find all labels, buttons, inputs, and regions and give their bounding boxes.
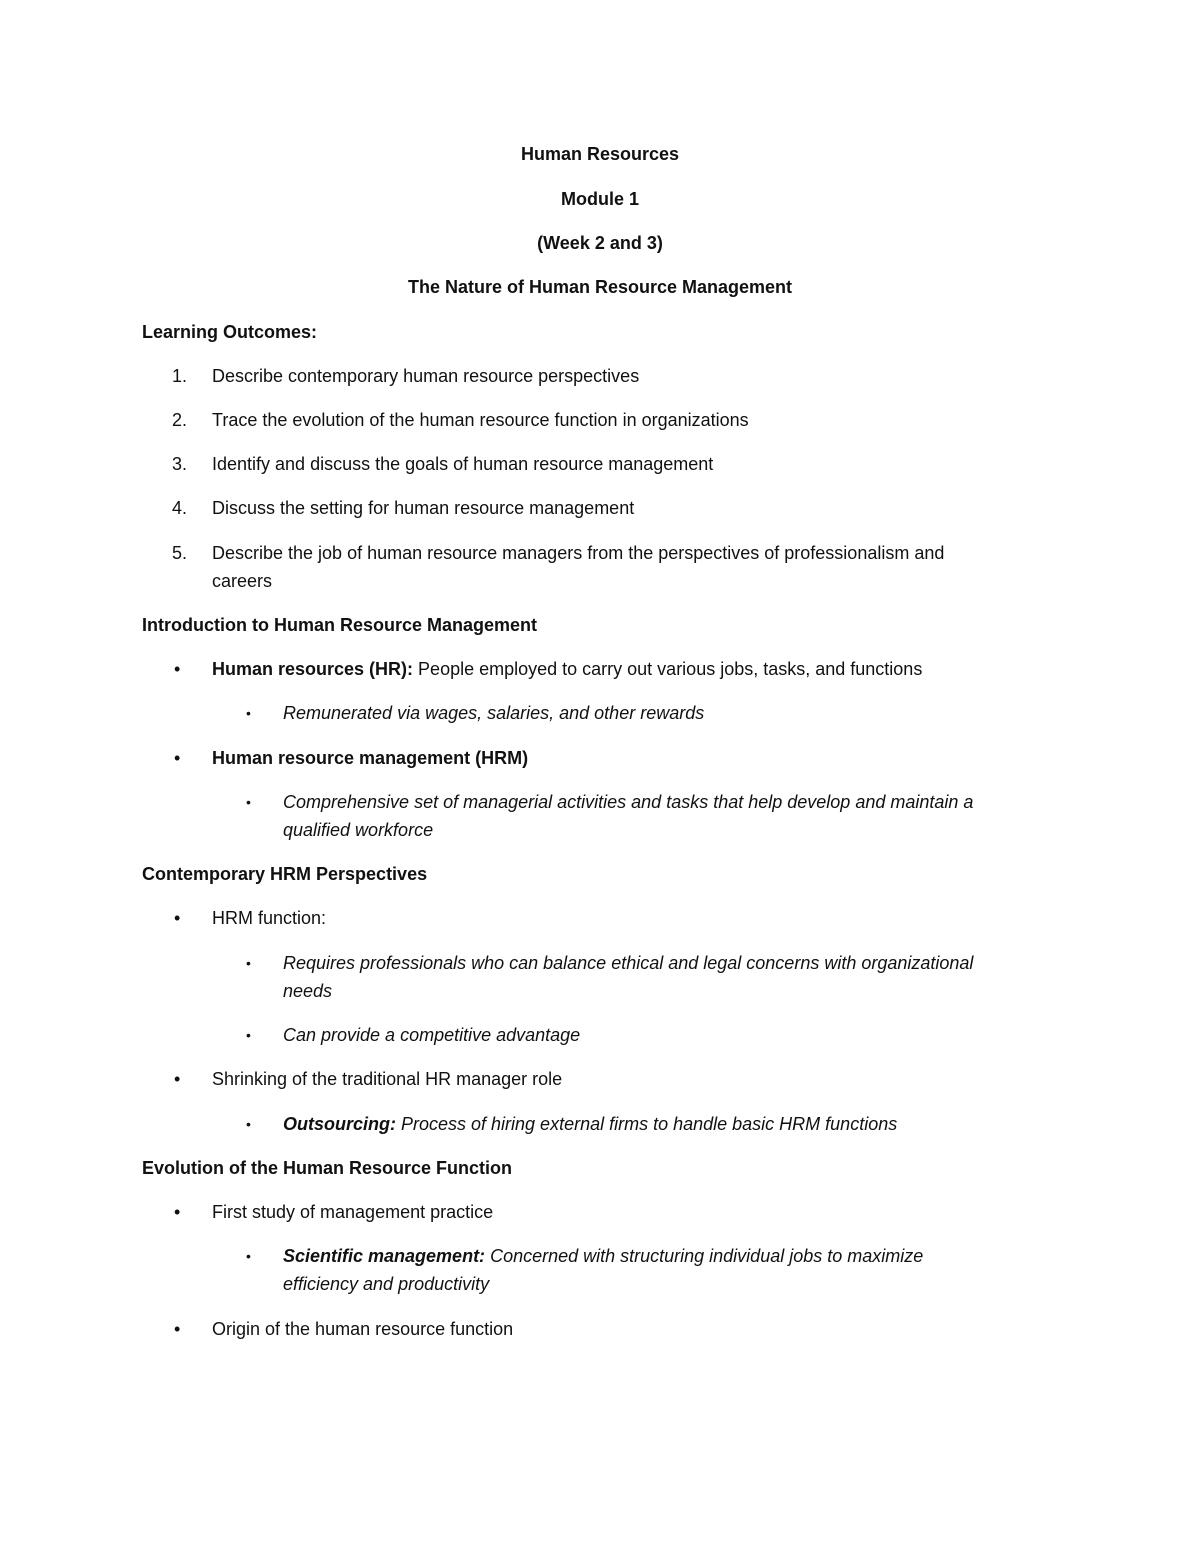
learning-outcomes-heading: Learning Outcomes: [142,322,318,342]
outcome-number: 1. [172,366,188,386]
term-definition: Concerned with structuring individual jobs to maximize [485,1246,924,1266]
outcome-text-continued: careers [212,571,273,591]
bullet-icon: • [246,1027,251,1043]
bullet-icon: • [246,1116,251,1132]
list-item: Origin of the human resource function [212,1319,514,1339]
module-label: Module 1 [560,189,639,209]
bullet-icon: • [174,748,181,768]
outcome-number: 4. [172,498,188,518]
term-definition: Process of hiring external firms to handle basic HRM functions [396,1114,898,1134]
list-item: HRM function: [212,908,327,928]
bullet-icon: • [246,1248,251,1264]
sub-list-item [283,1244,923,1268]
sub-list-item: Requires professionals who can balance ethical and legal concerns with organizational [283,953,974,973]
outcome-number: 2. [172,410,188,430]
contemporary-heading: Contemporary HRM Perspectives [142,864,428,884]
outcome-text: Describe contemporary human resource perspectives [212,366,640,386]
sub-list-item-continued: needs [283,981,333,1001]
outcome-text: Discuss the setting for human resource management [212,498,635,518]
intro-heading: Introduction to Human Resource Management [142,615,538,635]
outcome-number: 3. [172,454,188,474]
term-label: Human resources (HR): [212,659,414,679]
term-label: Outsourcing: [283,1114,396,1134]
list-item [212,657,922,681]
sub-list-item: Can provide a competitive advantage [283,1025,581,1045]
bullet-icon: • [174,1069,181,1089]
term-label: Scientific management: [283,1246,486,1266]
evolution-heading: Evolution of the Human Resource Function [142,1158,513,1178]
sub-list-item-continued: efficiency and productivity [283,1274,490,1294]
list-item: Shrinking of the traditional HR manager role [212,1069,563,1089]
list-item: Human resource management (HRM) [212,748,529,768]
sub-list-item: Comprehensive set of managerial activities and tasks that help develop and maintain a [283,792,974,812]
outcome-number: 5. [172,543,188,563]
bullet-icon: • [246,955,251,971]
term-definition: People employed to carry out various jobs, tasks, and functions [413,659,923,679]
outcome-text: Describe the job of human resource managers from the perspectives of professionalism and [212,543,945,563]
bullet-icon: • [174,908,181,928]
outcome-text: Trace the evolution of the human resource function in organizations [212,410,749,430]
bullet-icon: • [174,659,181,679]
bullet-icon: • [174,1319,181,1339]
weeks-label: (Week 2 and 3) [537,233,663,253]
list-item: First study of management practice [212,1202,494,1222]
outcome-text: Identify and discuss the goals of human resource management [212,454,714,474]
chapter-title: The Nature of Human Resource Management [407,277,793,297]
bullet-icon: • [246,705,251,721]
document-title: Human Resources [520,144,680,164]
sub-list-item: Remunerated via wages, salaries, and other rewards [283,703,705,723]
bullet-icon: • [246,794,251,810]
bullet-icon: • [174,1202,181,1222]
sub-list-item-continued: qualified workforce [283,820,434,840]
sub-list-item [283,1112,897,1136]
